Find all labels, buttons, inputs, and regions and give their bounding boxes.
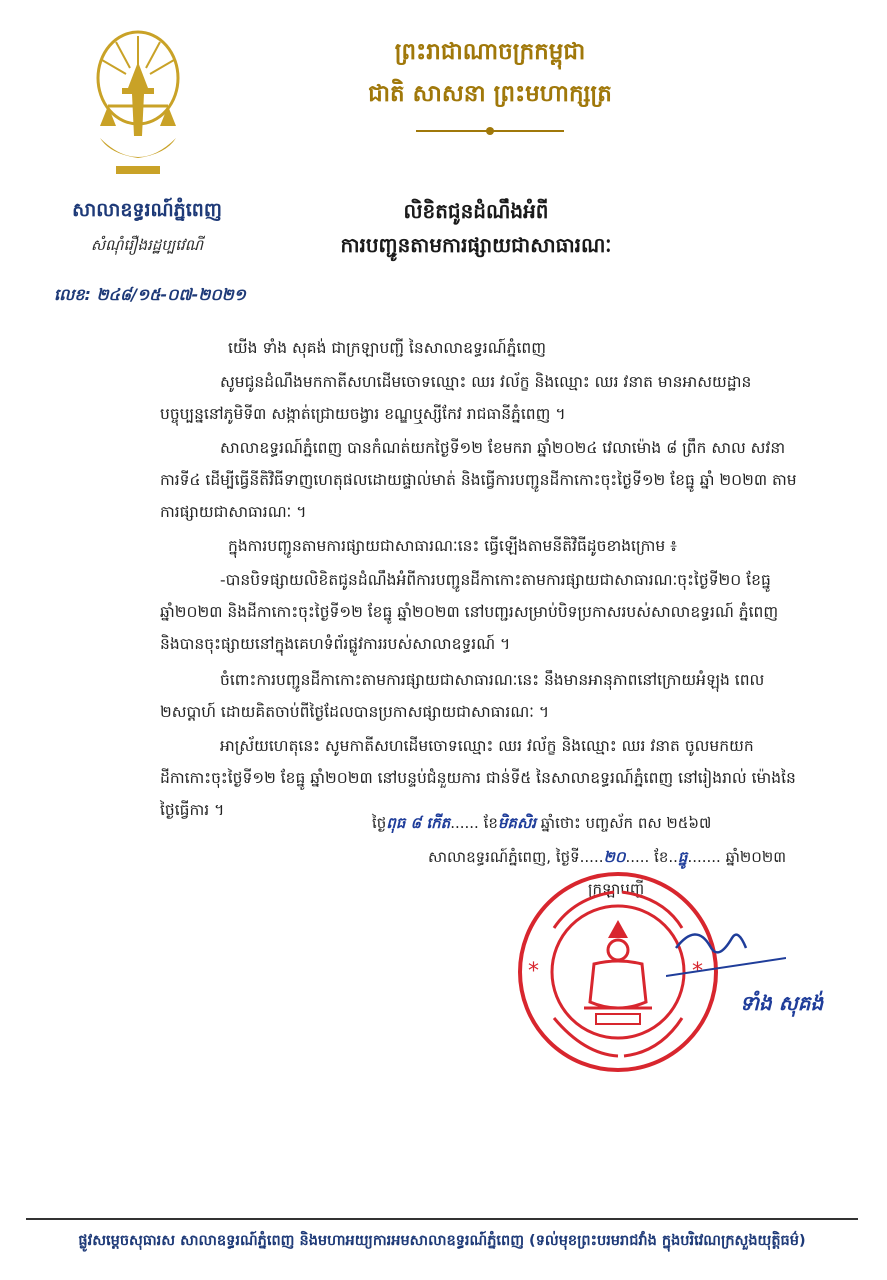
- paragraph-posting: -បានបិទផ្សាយលិខិតជូនដំណឹងអំពីការបញ្ជូនដីកាកោះតាមការផ្សាយជាសាធារណៈចុះថ្ងៃទី២០ ខែធ្នូ ឆ្នាំ២០២៣ និងដីកាកោះចុះថ្ងៃទី១២ ខែធ្នូ ឆ្នាំ២០២៣ នៅបញ្ជរសម្រាប់បិទប្រកាសរបស់សាលាឧទ្ធរណ៍ ភ្នំពេញ និងបានចុះផ្សាយនៅក្នុងគេហទំព័រផ្លូវការរបស់សាលាឧទ្ធរណ៍ ។: [160, 571, 779, 653]
- solar-day-handwritten: ២០: [603, 848, 626, 866]
- footer-address: ផ្លូវសម្តេចសុធារស សាលាឧទ្ធរណ៍ភ្នំពេញ និងមហាអយ្យការអមសាលាឧទ្ធរណ៍ភ្នំពេញ (ទល់មុខព្រះបរមរាជវាំង ក្នុងបរិវេណក្រសួងយុត្តិធម៌): [78, 1233, 806, 1249]
- reference-number: លេខ: ២៤៨/១៥-០៧-២០២១: [54, 285, 246, 304]
- lunar-day-handwritten: ពុធ ៨ កើត: [386, 814, 451, 832]
- solar-month-handwritten: ធ្នូ: [677, 848, 688, 866]
- svg-text:*: *: [528, 959, 539, 984]
- national-motto: ជាតិ សាសនា ព្រះមហាក្សត្រ: [368, 81, 612, 107]
- lunar-month-handwritten: មិគសិរ: [497, 814, 536, 832]
- signature-scribble: [666, 918, 786, 978]
- kingdom-name: ព្រះរាជាណាចក្រកម្ពុជា: [394, 39, 586, 65]
- paragraph-procedure: ក្នុងការបញ្ជូនតាមការផ្សាយជាសាធារណៈនេះ ធ្វើឡើងតាមនីតិវិធីដូចខាងក្រោម ៖: [228, 537, 677, 555]
- letter-subtitle: ការបញ្ជូនតាមការផ្សាយជាសាធារណៈ: [340, 233, 612, 257]
- lunar-date: ថ្ងៃពុធ ៨ កើត...... ខែមិគសិរ ឆ្នាំថោះ បញ្ចស័ក ពស ២៥៦៧: [372, 814, 712, 832]
- clerk-title: ក្រឡាបញ្ជី: [588, 880, 645, 898]
- court-name: សាលាឧទ្ធរណ៍ភ្នំពេញ: [72, 199, 222, 221]
- solar-date: សាលាឧទ្ធរណ៍ភ្នំពេញ, ថ្ងៃទី.....២០..... ខែ..ធ្នូ....... ឆ្នាំ២០២៣: [428, 848, 787, 866]
- department-name: សំណុំរឿងរដ្ឋប្បវេណី: [90, 236, 204, 254]
- footer-divider: [26, 1218, 858, 1220]
- signature-name: ទាំង សុគង់: [740, 991, 824, 1015]
- paragraph-hearing: សាលាឧទ្ធរណ៍ភ្នំពេញ បានកំណត់យកថ្ងៃទី១២ ខែមករា ឆ្នាំ២០២៤ វេលាម៉ោង ៨ ព្រឹក សាល សវនាការទី៤ ដើម្បីធ្វើនីតិវិធីទាញហេតុផលដោយផ្ទាល់មាត់ និងធ្វើការបញ្ជូនដីកាកោះចុះថ្ងៃទី១២ ខែធ្នូ ឆ្នាំ ២០២៣ តាមការផ្សាយជាសាធារណៈ ។: [160, 439, 797, 521]
- svg-text:*: *: [692, 959, 703, 984]
- paragraph-request: អាស្រ័យហេតុនេះ សូមកាតីសហដើមចោទឈ្មោះ ឈរ វល័ក្ខ និងឈ្មោះ ឈរ វនាត ចូលមកយក ដីកាកោះចុះថ្ងៃទី១២ ខែធ្នូ ឆ្នាំ២០២៣ នៅបន្ទប់ជំនួយការ ជាន់ទី៥ នៃសាលាឧទ្ធរណ៍ភ្នំពេញ នៅរៀងរាល់ ម៉ោងនៃថ្ងៃធ្វើការ ។: [160, 737, 796, 819]
- letter-title: លិខិតជូនដំណឹងអំពី: [403, 199, 549, 223]
- header-divider: [416, 130, 564, 132]
- court-emblem: [86, 26, 190, 186]
- paragraph-intro: យើង ទាំង សុគង់ ជាក្រឡាបញ្ជី នៃសាលាឧទ្ធរណ៍ភ្នំពេញ: [228, 339, 546, 357]
- paragraph-notice: សូមជូនដំណឹងមកកាតីសហដើមចោទឈ្មោះ ឈរ វល័ក្ខ និងឈ្មោះ ឈរ វនាត មានអាសយដ្ឋាន បច្ចុប្បន្ននៅភូមិទី៣ សង្កាត់ជ្រោយចង្វារ ខណ្ឌឬស្សីកែវ រាជធានីភ្នំពេញ ។: [160, 373, 752, 423]
- paragraph-effect: ចំពោះការបញ្ជូនដីកាកោះតាមការផ្សាយជាសាធារណៈនេះ នឹងមានអានុភាពនៅក្រោយអំឡុង ពេល ២សប្តាហ៍ ដោយគិតចាប់ពីថ្ងៃដែលបានប្រកាសផ្សាយជាសាធារណៈ ។: [160, 671, 765, 721]
